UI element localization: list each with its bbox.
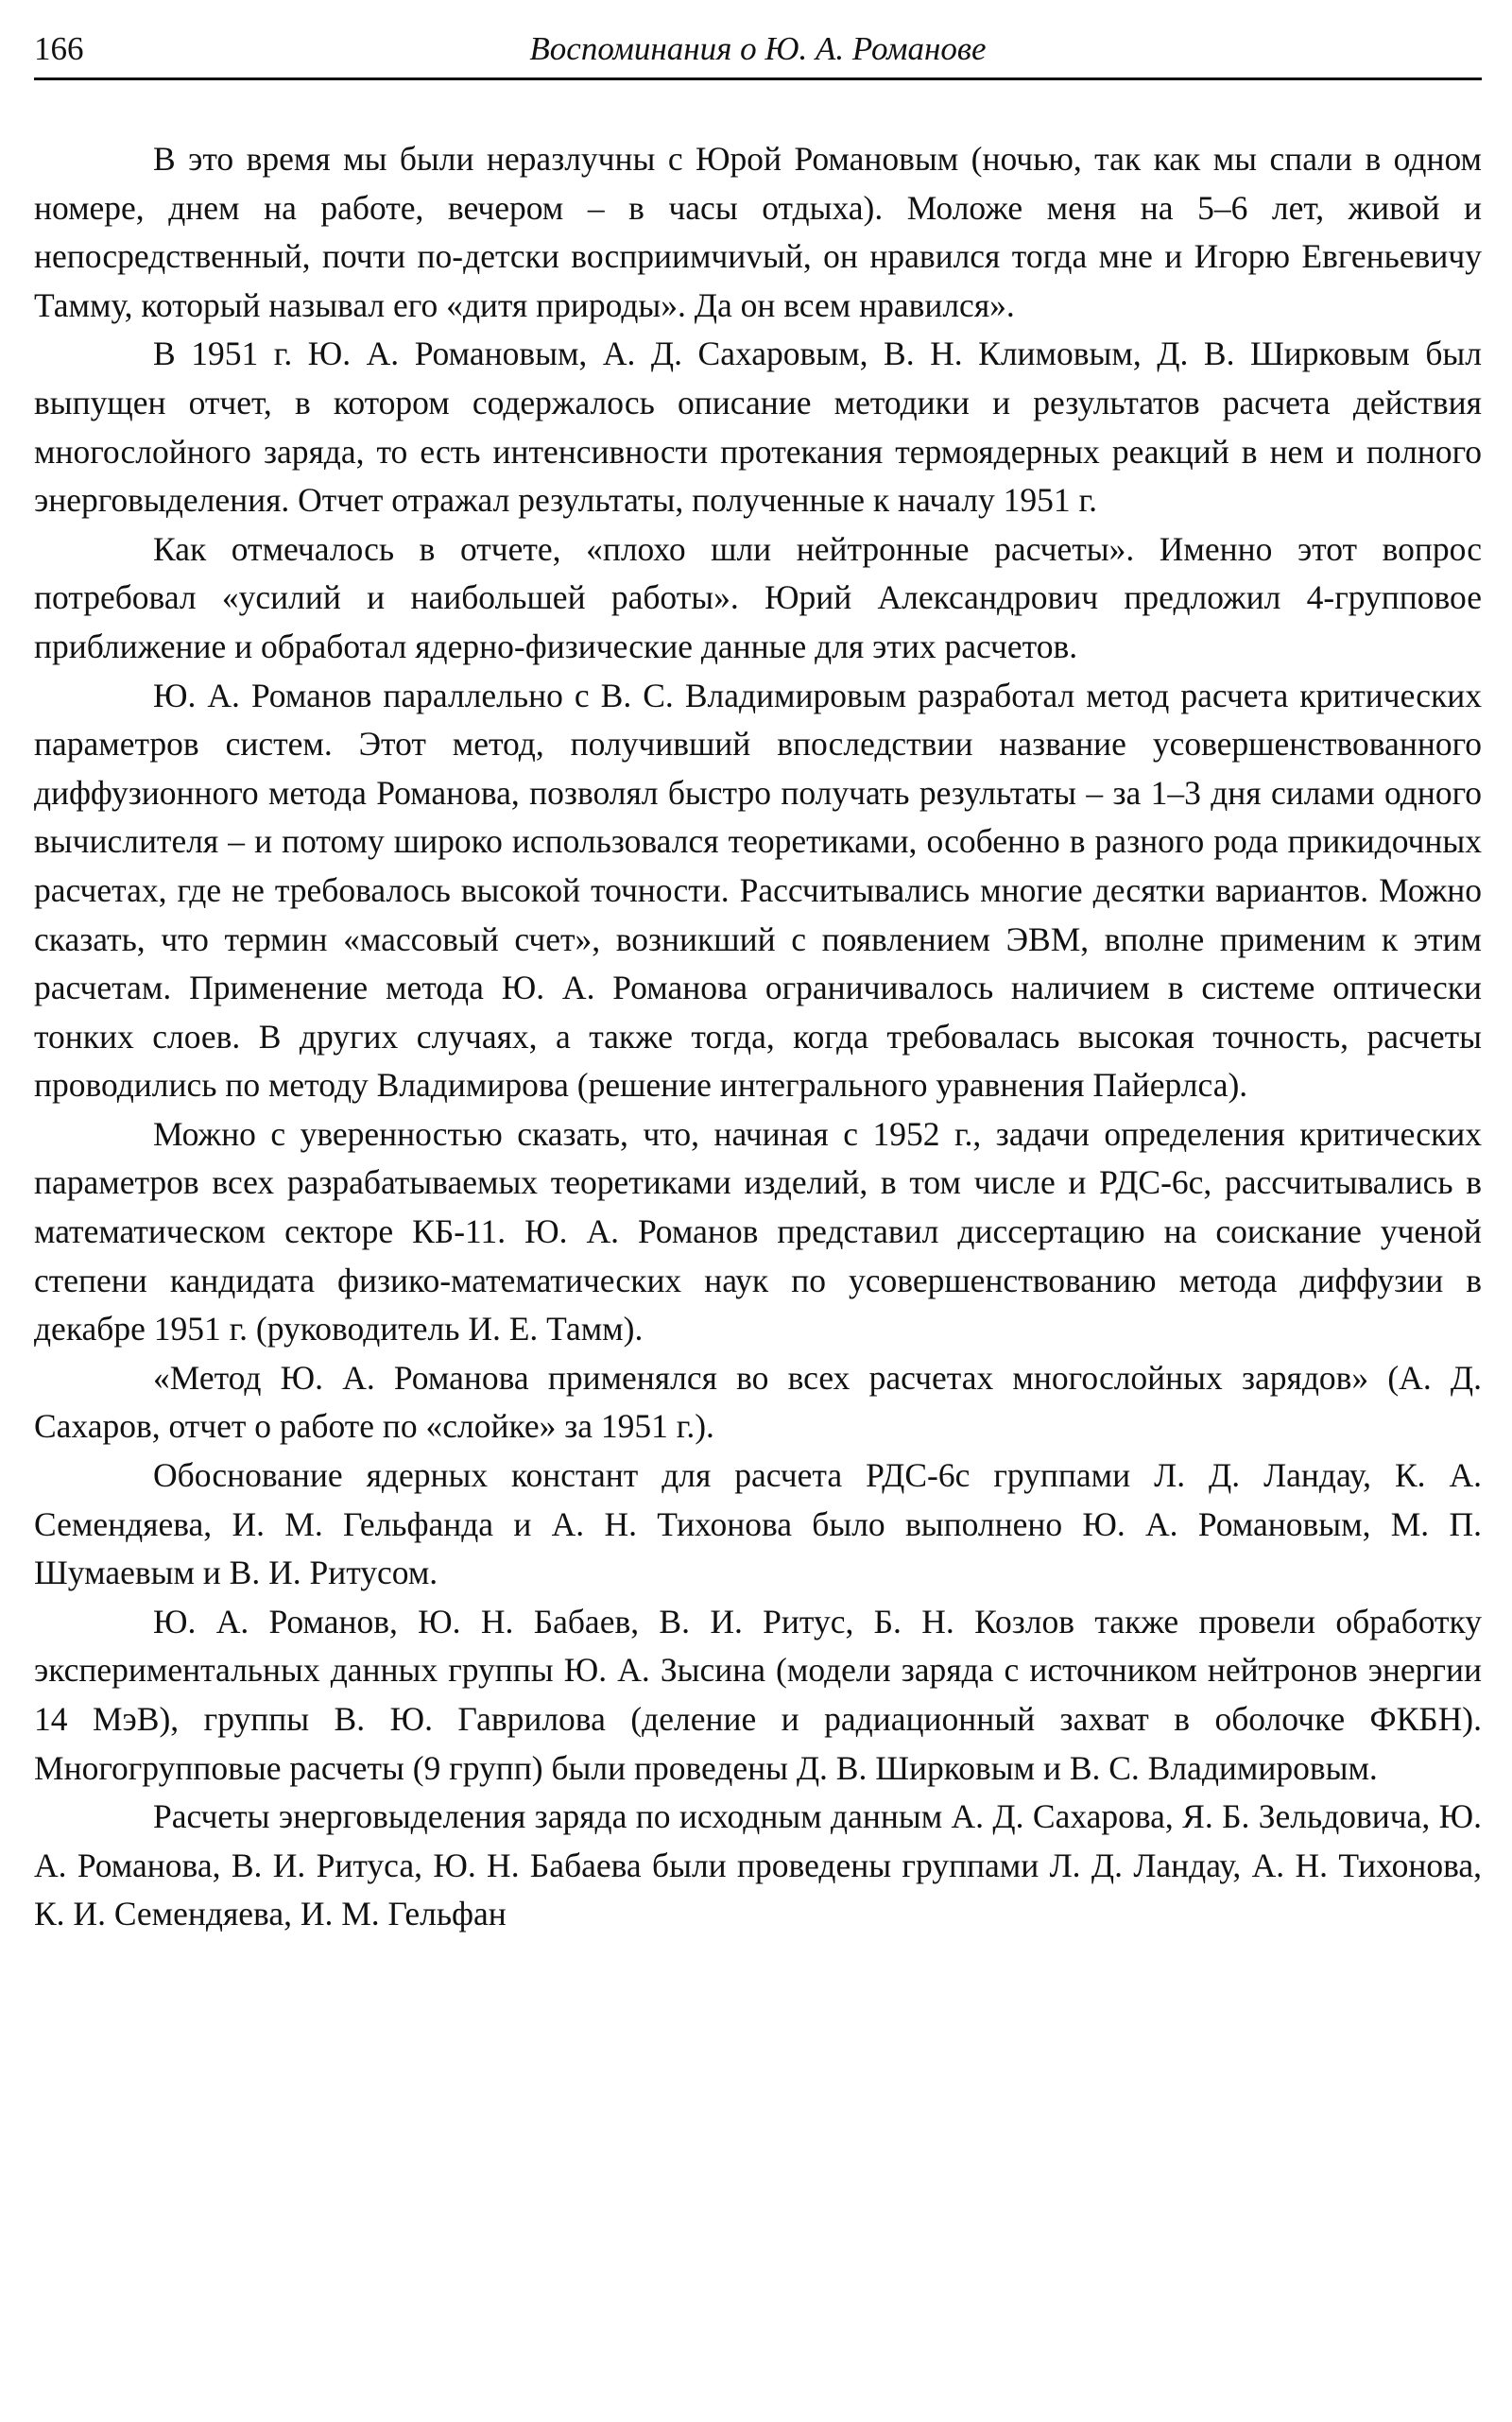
paragraph: Как отмечалось в отчете, «плохо шли нейтронные расчеты». Именно этот вопрос потребовал «усилий и наибольшей работы». Юрий Александрович предложил 4-групповое приближение и обработал ядерно-физические данные для этих расчетов.	[34, 529, 1482, 665]
paragraph: Ю. А. Романов, Ю. Н. Бабаев, В. И. Ритус, Б. Н. Козлов также провели обработку экспериментальных данных группы Ю. А. Зысина (модели заряда с источником нейтронов энергии 14 МэВ), группы В. Ю. Гаврилова (деление и радиационный захват в оболочке ФКБН). Многогрупповые расчеты (9 групп) были проведены Д. В. Ширковым и В. С. Владимировым.	[34, 1602, 1482, 1787]
paragraph: «Метод Ю. А. Романова применялся во всех расчетах многослойных зарядов» (А. Д. Сахаров, отчет о работе по «слойке» за 1951 г.).	[34, 1358, 1482, 1446]
paragraph: В это время мы были неразлучны с Юрой Романовым (ночью, так как мы спали в одном номере, днем на работе, вечером – в часы отдыха). Моложе меня на 5–6 лет, живой и непосредственный, почти по-детски восприимчиvый, он нравился тогда мне и Игорю Евгеньевичу Тамму, который называл его «дитя природы». Да он всем нравился».	[34, 140, 1482, 324]
paragraph: Расчеты энерговыделения заряда по исходным данным А. Д. Сахарова, Я. Б. Зельдовича, Ю. А. Романова, В. И. Ритуса, Ю. Н. Бабаева были проведены группами Л. Д. Ландау, А. Н. Тихонова, К. И. Семендяева, И. М. Гельфан	[34, 1797, 1482, 1933]
paragraph: В 1951 г. Ю. А. Романовым, А. Д. Сахаровым, В. Н. Климовым, Д. В. Ширковым был выпущен отчет, в котором содержалось описание методики и результатов расчета действия многослойного заряда, то есть интенсивности протекания термоядерных реакций в нем и полного энерговыделения. Отчет отражал результаты, полученные к началу 1951 г.	[34, 335, 1482, 520]
body-text	[34, 135, 1482, 1939]
paragraph: Обоснование ядерных констант для расчета РДС-6с группами Л. Д. Ландау, К. А. Семендяева, И. М. Гельфанда и А. Н. Тихонова было выполнено Ю. А. Романовым, М. П. Шумаевым и В. И. Ритусом.	[34, 1456, 1482, 1592]
book-page	[34, 25, 1482, 1939]
running-title: Воспоминания о Ю. А. Романове	[529, 30, 987, 67]
page-number: 166	[34, 30, 84, 67]
paragraph: Ю. А. Романов параллельно с В. С. Владимировым разработал метод расчета критических параметров систем. Этот метод, получивший впоследствии название усовершенствованного диффузионного метода Романова, позволял быстро получать результаты – за 1–3 дня силами одного вычислителя – и потому широко использовался теоретиками, особенно в разного рода прикидочных расчетах, где не требовалось высокой точности. Рассчитывались многие десятки вариантов. Можно сказать, что термин «массовый счет», возникший с появлением ЭВМ, вполне применим к этим расчетам. Применение метода Ю. А. Романова ограничивалось наличием в системе оптически тонких слоев. В других случаях, а также тогда, когда требовалась высокая точность, расчеты проводились по методу Владимирова (решение интегрального уравнения Пайерлса).	[34, 676, 1482, 1105]
running-head	[34, 25, 1482, 80]
paragraph: Можно с уверенностью сказать, что, начиная с 1952 г., задачи определения критических параметров всех разрабатываемых теоретиками изделий, в том числе и РДС-6с, рассчитывались в математическом секторе КБ-11. Ю. А. Романов представил диссертацию на соискание ученой степени кандидата физико-математических наук по усовершенствованию метода диффузии в декабре 1951 г. (руководитель И. Е. Тамм).	[34, 1114, 1482, 1348]
